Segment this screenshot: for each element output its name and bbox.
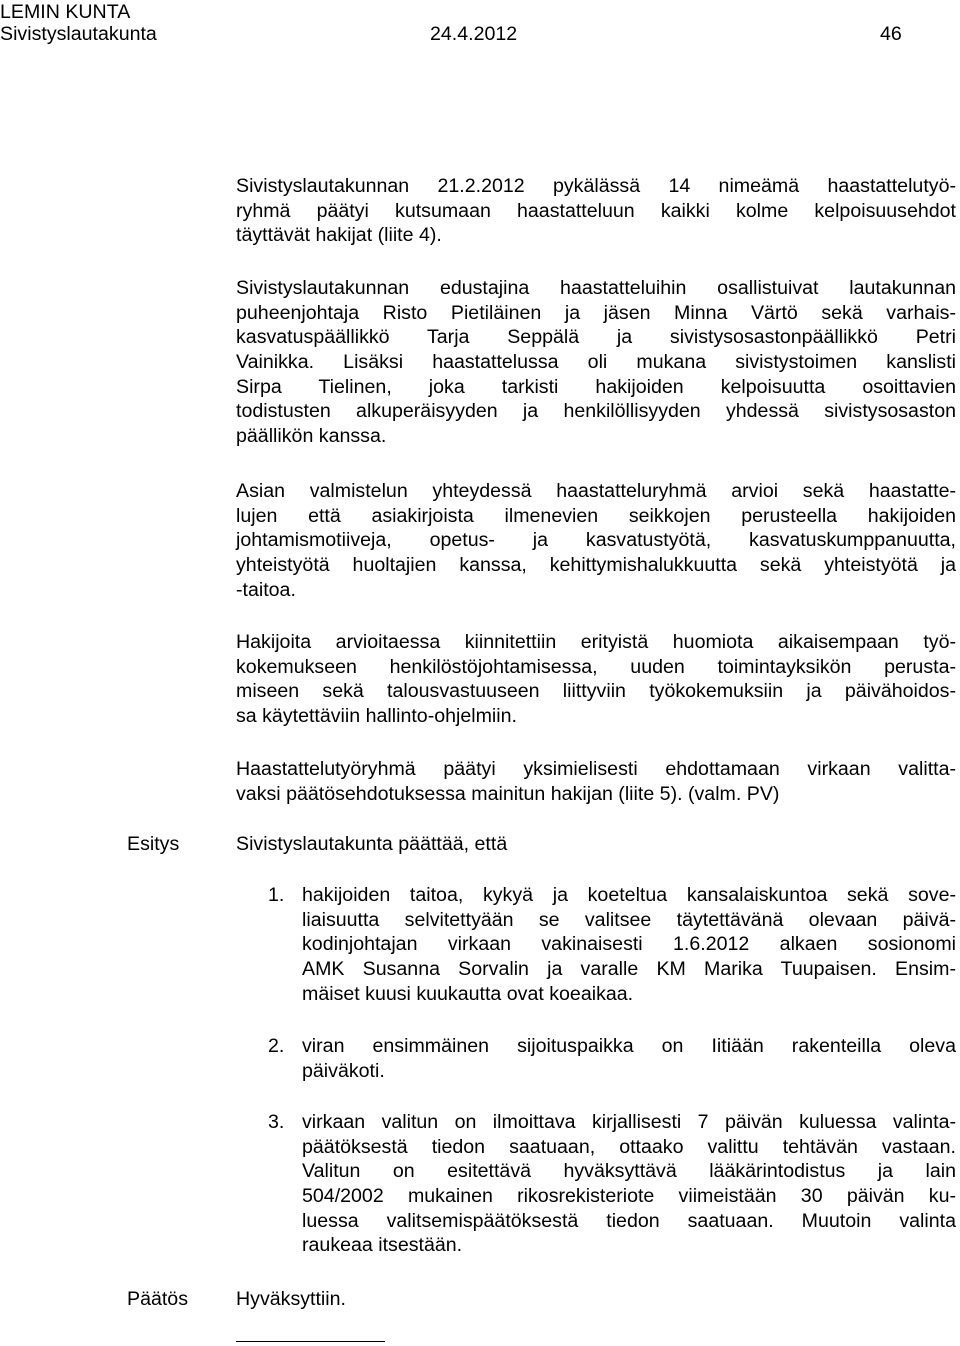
paragraph-line: kasvatuspäällikkö Tarja Seppälä ja sivistysosastonpäällikkö Petri xyxy=(236,326,956,349)
municipality-name: LEMIN KUNTA xyxy=(0,1,131,23)
paragraph-line: puheenjohtaja Risto Pietiläinen ja jäsen Minna Värtö sekä varhais- xyxy=(236,301,956,324)
proposal-intro xyxy=(236,832,956,857)
list-item-line: 504/2002 mukainen rikosrekisteriote viimeistään 30 päivän ku- xyxy=(302,1185,956,1208)
decision-label: Päätös xyxy=(127,1288,189,1310)
list-item-line: AMK Susanna Sorvalin ja varalle KM Marika Tuupaisen. Ensim- xyxy=(302,958,956,981)
section-divider xyxy=(236,1341,385,1342)
paragraph-line: Haastattelutyöryhmä päätyi yksimielisesti ehdottamaan virkaan valitta- xyxy=(236,758,956,780)
paragraph-line: johtamismotiiveja, opetus- ja kasvatustyötä, kasvatuskumppanuutta, xyxy=(236,529,956,552)
list-item-line: liaisuutta selvitettyään se valitsee täytettävänä olevaan päivä- xyxy=(302,908,956,931)
list-item-number: 1. xyxy=(268,884,285,906)
paragraph-line: ryhmä päätyi kutsumaan haastatteluun kaikki kolme kelpoisuusehdot xyxy=(236,199,956,222)
proposal-label: Esitys xyxy=(127,833,180,855)
paragraph-interview-group xyxy=(236,174,956,248)
paragraph-line: yhteistyötä huoltajien kanssa, kehittymishalukkuutta sekä yhteistyötä ja xyxy=(236,554,956,577)
paragraph-line: päällikön kanssa. xyxy=(236,425,387,448)
paragraph-line: Sivistyslautakunnan 21.2.2012 pykälässä 14 nimeämä haastattelutyö- xyxy=(236,175,956,197)
paragraph-recommendation xyxy=(236,757,956,806)
paragraph-line: Sirpa Tielinen, joka tarkisti hakijoiden kelpoisuutta osoittavien xyxy=(236,375,956,398)
meeting-date: 24.4.2012 xyxy=(430,23,518,45)
paragraph-line: sa käytettäviin hallinto-ohjelmiin. xyxy=(236,705,517,728)
paragraph-criteria xyxy=(236,630,956,729)
list-item-line: viran ensimmäinen sijoituspaikka on Iitiään rakenteilla oleva xyxy=(302,1035,956,1057)
paragraph-line: täyttävät hakijat (liite 4). xyxy=(236,224,442,247)
list-item-line: kodinjohtajan virkaan vakinaisesti 1.6.2012 alkaen sosionomi xyxy=(302,933,956,956)
paragraph-line: todistusten alkuperäisyyden ja henkilöllisyyden yhdessä sivistysosaston xyxy=(236,400,956,423)
list-item xyxy=(302,883,956,1006)
list-item-line: mäiset kuusi kuukautta ovat koeaikaa. xyxy=(302,982,634,1005)
paragraph-line: kokemukseen henkilöstöjohtamisessa, uuden toimintayksikön perusta- xyxy=(236,655,956,678)
paragraph-line: miseen sekä talousvastuuseen liittyviin työkokemuksiin ja päivähoidos- xyxy=(236,680,956,703)
paragraph-line: Asian valmistelun yhteydessä haastatteluryhmä arvioi sekä haastatte- xyxy=(236,480,956,502)
paragraph-line: Hakijoita arvioitaessa kiinnitettiin erityistä huomiota aikaisempaan työ- xyxy=(236,631,956,653)
list-item-line: Valitun on esitettävä hyväksyttävä lääkärintodistus ja lain xyxy=(302,1160,956,1183)
paragraph-representatives xyxy=(236,276,956,449)
paragraph-line: vaksi päätösehdotuksessa mainitun hakijan (liite 5). (valm. PV) xyxy=(236,782,780,805)
paragraph-line: Sivistyslautakunnan edustajina haastatteluihin osallistuivat lautakunnan xyxy=(236,277,956,299)
decision-text: Hyväksyttiin. xyxy=(236,1288,346,1310)
list-item-line: luessa valitsemispäätöksestä tiedon saatuaan. Muutoin valinta xyxy=(302,1209,956,1232)
list-item xyxy=(302,1110,956,1258)
page-number: 46 xyxy=(880,23,902,45)
paragraph-line: Vainikka. Lisäksi haastattelussa oli mukana sivistystoimen kanslisti xyxy=(236,351,956,374)
paragraph-line: lujen että asiakirjoista ilmenevien seikkojen perusteella hakijoiden xyxy=(236,504,956,527)
paragraph-line: -taitoa. xyxy=(236,578,296,601)
list-item-line: hakijoiden taitoa, kykyä ja koeteltua kansalaiskuntoa sekä sove- xyxy=(302,884,956,906)
list-item-number: 3. xyxy=(268,1111,285,1133)
committee-name: Sivistyslautakunta xyxy=(0,23,157,45)
proposal-intro-text: Sivistyslautakunta päättää, että xyxy=(236,833,508,855)
list-item-line: päiväkoti. xyxy=(302,1059,385,1082)
list-item-line: raukeaa itsestään. xyxy=(302,1234,463,1257)
paragraph-evaluation xyxy=(236,479,956,602)
list-item-number: 2. xyxy=(268,1035,285,1057)
list-item-line: virkaan valitun on ilmoittava kirjallisesti 7 päivän kuluessa valinta- xyxy=(302,1111,956,1133)
list-item-line: päätöksestä tiedon saatuaan, ottaako valittu tehtävän vastaan. xyxy=(302,1135,956,1158)
list-item xyxy=(302,1034,956,1083)
